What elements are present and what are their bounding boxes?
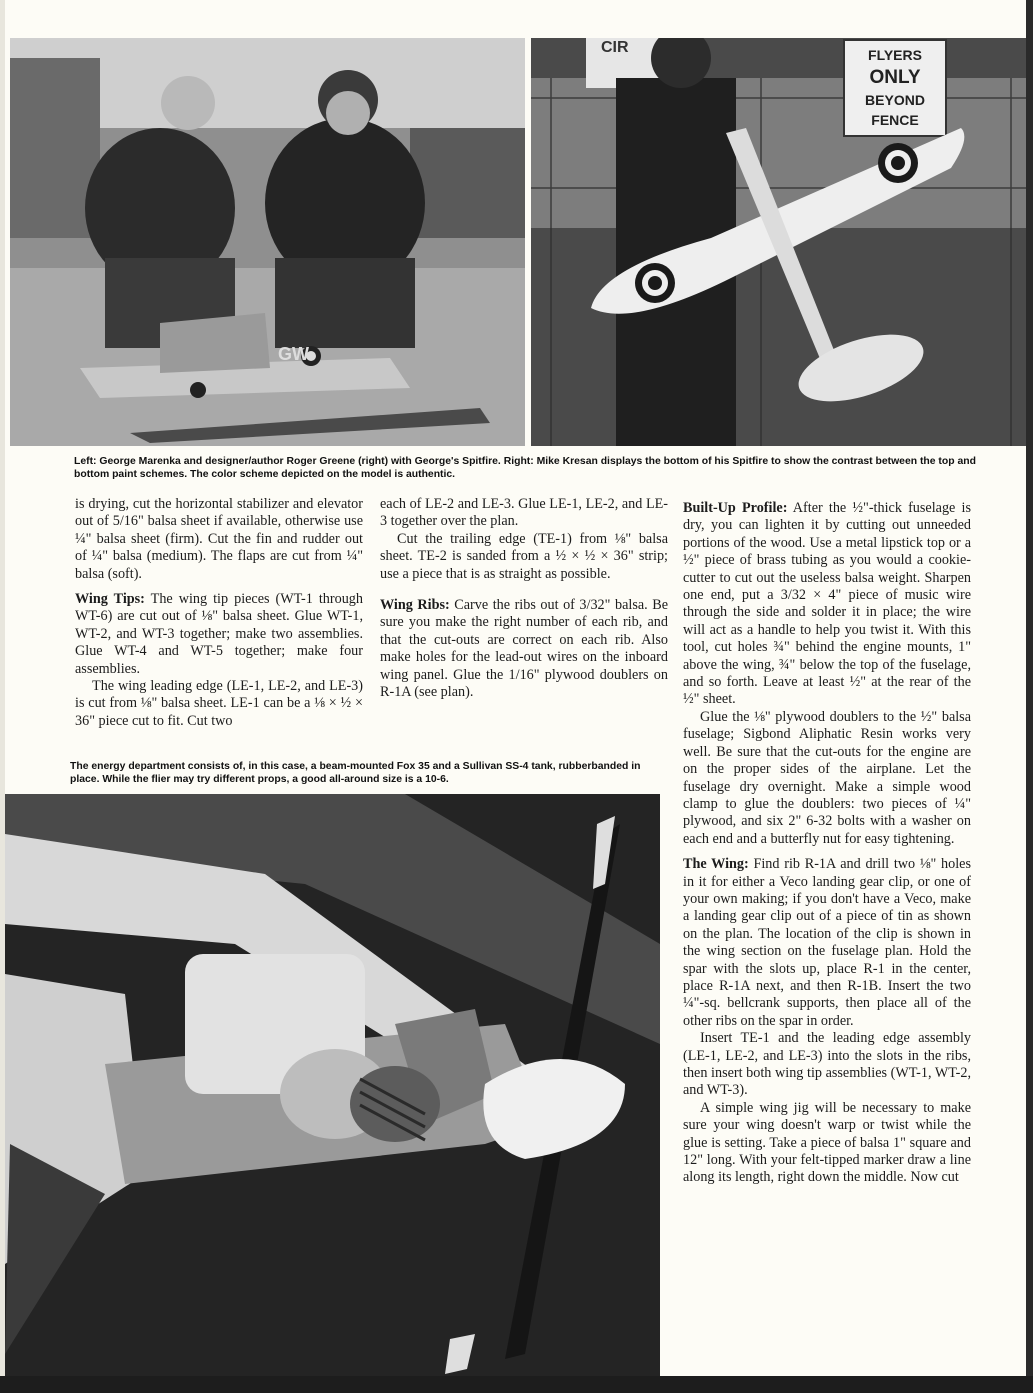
text-column-1	[75, 496, 363, 730]
the-wing-heading: The Wing:	[683, 856, 749, 873]
col3-paragraph-2: Glue the ⅛" plywood doublers to the ½" balsa fuselage; Sigbond Aliphatic Resin works very well. Be sure that the cut-outs for the engine are on the proper sides of the airplane. Let the fuselage dry overnight. Make a simple wood clamp to glue the doublers: two pieces of ¼" plywood, and six 2" 6-32 bolts with a washer on each end and a butterfly nut for easy tightening.	[683, 708, 971, 847]
photo-right-illustration	[531, 38, 1031, 446]
built-up-profile-body: After the ½"-thick fuselage is dry, you can lighten it by cutting out unneeded portions of the wood. Use a metal lipstick top or a ½" piece of brass tubing as you would a cookie-cutter to cut out the useless balsa weight. Sharpen one end, put a 3/32 × 4" piece of music wire through the side and solder it in place; the wire will act as a handle to help you twist it. With this tool, cut holes ¾" behind the engine mounts, 1" above the wing, ¾" below the top of the fuselage, and so forth. Leave at least ½" at the rear of the ½" sheet.	[683, 500, 971, 708]
photo-engine-illustration	[5, 794, 660, 1376]
sign-line-beyond: BEYOND	[865, 92, 925, 108]
sign-line-flyers: FLYERS	[868, 47, 922, 63]
photo-caption-top: Left: George Marenka and designer/author Roger Greene (right) with George's Spitfire. Right: Mike Kresan displays the bottom of his Spitfire to show the contrast between the top and bottom paint schemes. The color scheme depicted on the model is authentic.	[74, 456, 976, 480]
wing-ribs-heading: Wing Ribs:	[380, 597, 450, 614]
built-up-profile-heading: Built-Up Profile:	[683, 500, 788, 516]
photo-caption-engine: The energy department consists of, in this case, a beam-mounted Fox 35 and a Sullivan SS-4 tank, rubberbanded in place. While the flier may try different props, a good all-around size is a 10-6.	[70, 761, 641, 785]
wing-tips-paragraph	[75, 591, 363, 678]
wing-ribs-paragraph	[380, 597, 668, 701]
the-wing-paragraph	[683, 856, 971, 1030]
col1-paragraph-1: is drying, cut the horizontal stabilizer and elevator out of 5/16" balsa sheet if available, otherwise use ¼" balsa sheet (firm). Cut the fin and rudder out of ¼" balsa (medium). The flaps are cut from ¼" balsa (soft).	[75, 496, 363, 582]
sign-line-fence: FENCE	[871, 112, 919, 128]
col2-paragraph-1: each of LE-2 and LE-3. Glue LE-1, LE-2, and LE-3 together over the plan.	[380, 496, 668, 530]
photo-engine-closeup	[5, 794, 660, 1376]
col3-paragraph-5: A simple wing jig will be necessary to make sure your wing doesn't warp or twist while the glue is setting. Take a piece of balsa 1" square and 12" long. With your felt-tipped marker draw a line along its length, right down the middle. Now cut	[683, 1099, 971, 1186]
page-edge-bottom	[0, 1376, 1033, 1393]
page-edge-right	[1026, 0, 1033, 1393]
photo-left-illustration	[10, 38, 525, 446]
fuselage-code-text: GW	[278, 344, 309, 364]
the-wing-body: Find rib R-1A and drill two ⅛" holes in it for either a Veco landing gear clip, or one of your own making; if you don't have a Veco, make a landing gear clip out of a piece of tin as shown on the plan. The location of the clip is shown in the wing section on the fuselage plan. Hold the spar with the slots up, place R-1 in the center, place R-1A next, and then R-1B. Insert the two ¼"-sq. bellcrank supports, then place all of the other ribs on the spar in order.	[683, 856, 972, 1029]
col2-paragraph-2: Cut the trailing edge (TE-1) from ⅛" balsa sheet. TE-2 is sanded from a ½ × ½ × 36" strip; use a piece that is as straight as possible.	[380, 530, 668, 582]
text-column-3	[683, 500, 971, 1187]
sign-line-only: ONLY	[869, 67, 921, 88]
col1-paragraph-3: The wing leading edge (LE-1, LE-2, and LE-3) is cut from ⅛" balsa sheet. LE-1 can be a ⅛ × ½ × 36" piece cut to fit. Cut two	[75, 678, 363, 729]
built-up-profile-paragraph	[683, 500, 971, 709]
text-column-2	[380, 496, 668, 701]
col3-paragraph-4: Insert TE-1 and the leading edge assembly (LE-1, LE-2, and LE-3) into the slots in the ribs, then insert both wing tip assemblies (WT-1, WT-2, and WT-3).	[683, 1030, 971, 1099]
photo-kresan-spitfire-bottom	[531, 38, 1031, 446]
photo-marenka-greene-spitfire	[10, 38, 525, 446]
wing-ribs-body: Carve the ribs out of 3/32" balsa. Be sure you make the right number of each rib, and that the cut-outs are correct on each rib. Also make holes for the lead-out wires on the inboard wing panel. Glue the 1/16" plywood doublers on R-1A (see plan).	[380, 597, 668, 701]
wing-tips-body: The wing tip pieces (WT-1 through WT-6) are cut out of ⅛" balsa sheet. Glue WT-1, WT-2, and WT-3 together; make two assemblies. Glue WT-4 and WT-5 together; make four assemblies.	[75, 591, 363, 677]
wing-tips-heading: Wing Tips:	[75, 591, 145, 608]
sign-cir-text: CIR	[601, 39, 629, 56]
